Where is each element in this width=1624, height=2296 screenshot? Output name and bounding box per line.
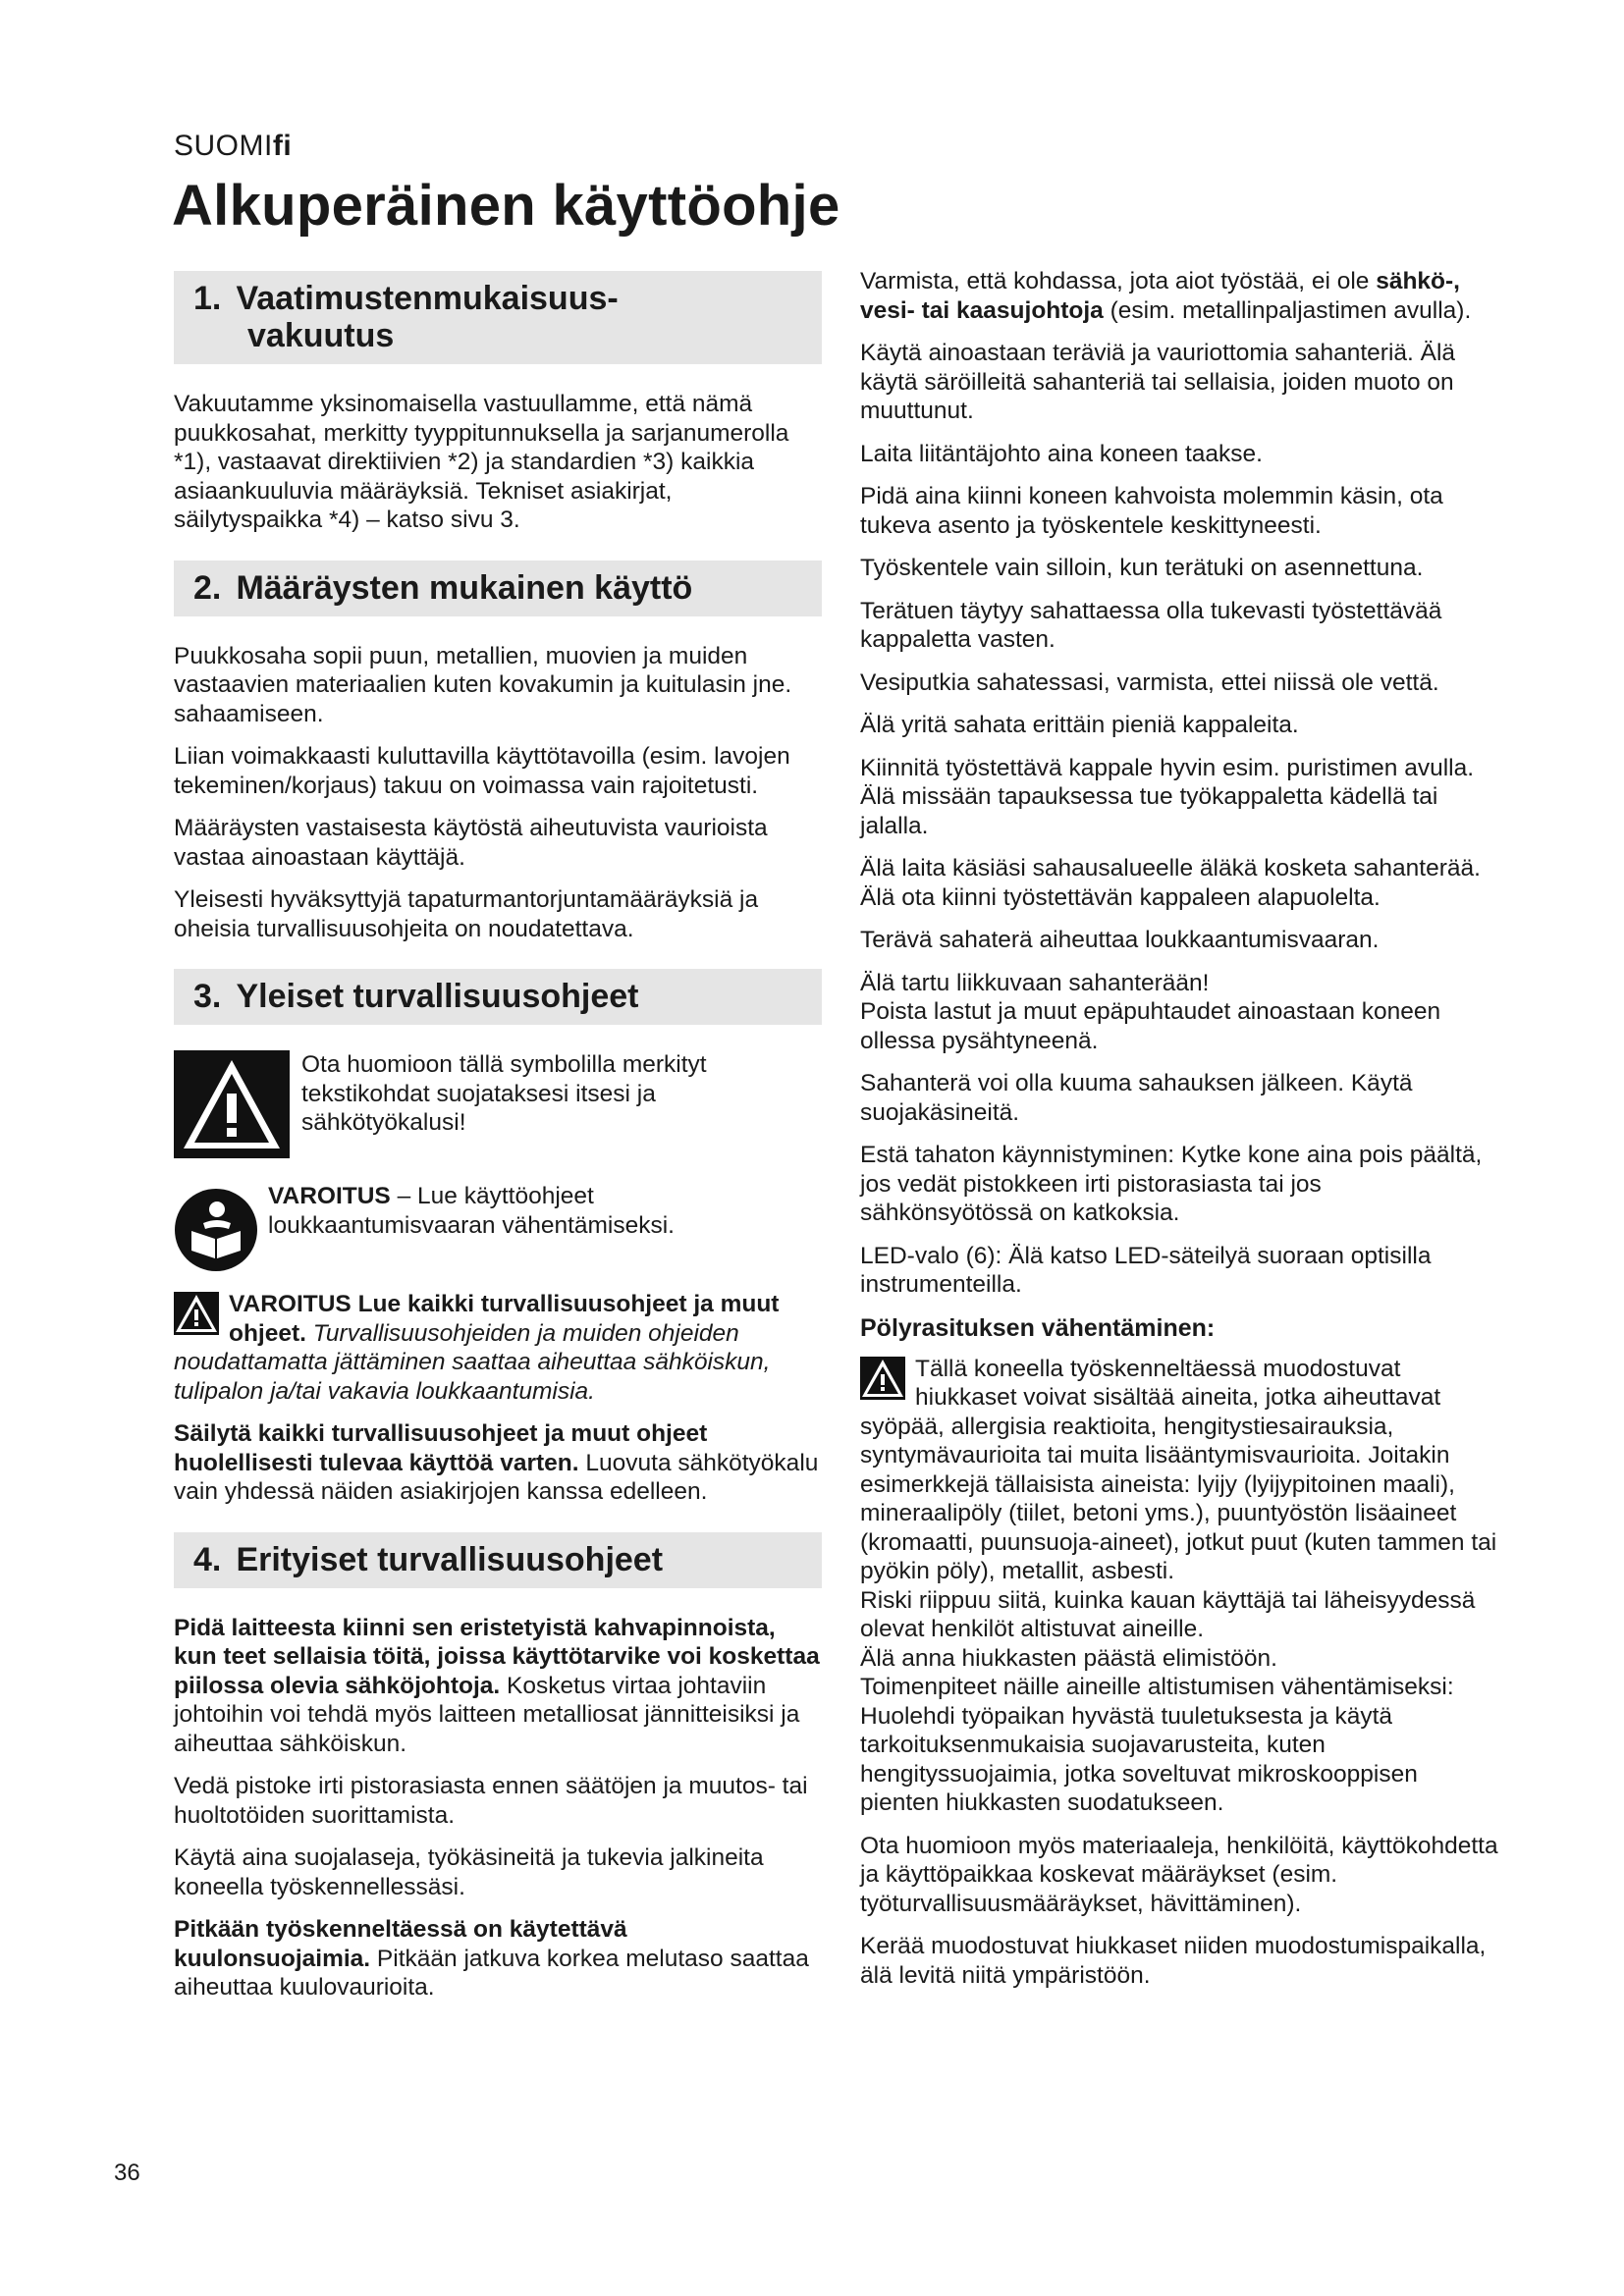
dust-paragraph-5: Ota huomioon myös materiaaleja, henkilöitä, käyttökohdetta ja käyttöpaikkaa koskevat määräykset (esim. työturvallisuusmääräykset, hävittäminen). [860,1832,1498,1917]
dust-paragraph-3: Älä anna hiukkasten päästä elimistöön. [860,1644,1277,1672]
section-3-title: Yleiset turvallisuusohjeet [236,978,639,1015]
section-1-heading [174,271,822,364]
section-4-number: 4. [193,1540,222,1578]
section-2-paragraph-2: Liian voimakkaasti kuluttavilla käyttötavoilla (esim. lavojen tekeminen/korjaus) takuu on voimassa vain rajoitetusti. [174,743,790,799]
dust-paragraph-4: Toimenpiteet näille aineille altistumisen vähentämiseksi: Huolehdi työpaikan hyvästä tuuletuksesta ja käytä tarkoituksenmukaisia suojavarusteita, kuten hengityssuojaimia, jotka soveltuvat mikroskooppisen pienten hiukkasten suodatukseen. [860,1674,1454,1816]
section-2-number: 2. [193,568,222,607]
right-p12-line2: Poista lastut ja muut epäpuhtaudet ainoastaan koneen ollessa pysähtyneenä. [860,998,1441,1054]
right-p1-bold: sähkö-, vesi- tai kaasujohtoja [860,268,1460,324]
section-4-heading [174,1532,822,1588]
dust-warning-triangle-icon [860,1357,905,1400]
section-2-heading [174,561,822,616]
warning-2-bold: VAROITUS Lue kaikki turvallisuusohjeet ja muut ohjeet. [229,1291,780,1347]
right-column [860,267,1498,2003]
section-4-title: Erityiset turvallisuusohjeet [236,1540,664,1578]
left-column [174,271,822,2016]
section-1-paragraph: Vakuutamme yksinomaisella vastuullamme, että nämä puukkosahat, merkitty tyyppitunnuksella ja sarjanumerolla *1), vastaavat direktiivien *2) ja standardien *3) kaikkia asiaankuuluvia määräyksiä. Tekniset asiakirjat, säilytyspaikka *4) – katso sivu 3. [174,391,789,533]
right-paragraph-8: Älä yritä sahata erittäin pieniä kappaleita. [860,712,1299,738]
language-code: fi [272,130,293,162]
symbol-note-block [174,1050,822,1160]
section-1-title-line1: Vaatimustenmukaisuus- [236,280,619,317]
right-paragraph-15: LED-valo (6): Älä katso LED-säteilyä suoraan optisilla instrumenteilla. [860,1242,1432,1298]
right-paragraph-10: Älä laita käsiäsi sahausalueelle äläkä kosketa sahanterää. Älä ota kiinni työstettävän kappaleen alapuolelta. [860,855,1481,911]
section-3-heading [174,969,822,1025]
keep-instructions-paragraph [174,1419,822,1507]
symbol-note-text: Ota huomioon tällä symbolilla merkityt tekstikohdat suojataksesi itsesi ja sähkötyökalusi! [301,1051,707,1136]
right-paragraph-13: Sahanterä voi olla kuuma sahauksen jälkeen. Käytä suojakäsineitä. [860,1070,1413,1126]
right-paragraph-5: Työskentele vain silloin, kun terätuki on asennettuna. [860,555,1424,581]
section-2-paragraph-1: Puukkosaha sopii puun, metallien, muovien ja muiden vastaavien materiaalien kuten kovakumin ja kuitulasin jne. sahaamiseen. [174,642,792,727]
dust-paragraph-6: Kerää muodostuvat hiukkaset niiden muodostumispaikalla, älä levitä niitä ympäristöön. [860,1933,1487,1989]
section-4-paragraph-3: Käytä aina suojalaseja, työkäsineitä ja tukevia jalkineita koneella työskennellessäsi. [174,1844,764,1900]
section-4-paragraph-1 [174,1614,822,1759]
right-paragraph-1 [860,267,1498,325]
right-paragraph-11: Terävä sahaterä aiheuttaa loukkaantumisvaaran. [860,927,1380,953]
section-2-paragraph-4: Yleisesti hyväksyttyjä tapaturmantorjuntamääräyksiä ja oheisia turvallisuusohjeita on noudatettava. [174,886,759,942]
keep-instructions-bold: Säilytä kaikki turvallisuusohjeet ja muut ohjeet huolellisesti tulevaa käyttöä varten. [174,1420,708,1476]
right-p1-a: Varmista, että kohdassa, jota aiot työstää, ei ole [860,268,1377,294]
section-3-number: 3. [193,978,222,1015]
right-paragraph-3: Laita liitäntäjohto aina koneen taakse. [860,440,1263,467]
right-paragraph-4: Pidä aina kiinni koneen kahvoista molemmin käsin, ota tukeva asento ja työskentele keskittyneesti. [860,483,1443,539]
page-title: Alkuperäinen käyttöohje [172,174,840,238]
warning-1-label: VAROITUS [268,1183,391,1209]
section-2-paragraph-3: Määräysten vastaisesta käytöstä aiheutuvista vaurioista vastaa ainoastaan käyttäjä. [174,815,768,871]
dust-heading: Pölyrasituksen vähentäminen: [860,1313,1216,1342]
right-p1-b: (esim. metallinpaljastimen avulla). [1103,296,1472,324]
section-4-paragraph-2: Vedä pistoke irti pistorasiasta ennen säätöjen ja muutos- tai huoltotöiden suorittamista. [174,1773,808,1829]
section-4-p4-text: Pitkään jatkuva korkea melutaso saattaa aiheuttaa kuulovaurioita. [174,1945,809,2001]
right-paragraph-2: Käytä ainoastaan teräviä ja vauriottomia sahanteriä. Älä käytä säröilleitä sahanteriä tai sellaisia, joiden muoto on muuttunut. [860,340,1456,424]
warning-triangle-icon [174,1050,290,1158]
right-paragraph-7: Vesiputkia sahatessasi, varmista, ettei niissä ole vettä. [860,668,1439,696]
right-paragraph-9: Kiinnitä työstettävä kappale hyvin esim. puristimen avulla. Älä missään tapauksessa tue työkappaletta kädellä tai jalalla. [860,754,1475,839]
section-4-p1-bold: Pidä laitteesta kiinni sen eristetyistä kahvapinnoista, kun teet sellaisia töitä, joissa käyttötarvike voi koskettaa piilossa olevia sähköjohtoja. [174,1614,820,1699]
language-name: SUOMI [174,130,273,162]
language-label [174,130,292,163]
warning-1-text: – Lue käyttöohjeet loukkaantumisvaaran vähentämiseksi. [268,1183,675,1239]
dust-paragraph-1 [860,1355,1498,1586]
section-4-p4-bold: Pitkään työskenneltäessä on käytettävä kuulonsuojaimia. [174,1916,627,1972]
section-1-number: 1. [193,280,222,317]
right-paragraph-14: Estä tahaton käynnistyminen: Kytke kone aina pois päältä, jos vedät pistokkeen irti pistorasiasta tai jos sähkönsyötössä on katkoksia. [860,1142,1483,1226]
right-paragraph-12 [860,969,1498,1056]
right-p12-line1: Älä tartu liikkuvaan sahanterään! [860,969,1210,996]
dust-paragraph-2: Riski riippuu siitä, kuinka kauan käyttäjä tai läheisyydessä olevat henkilöt altistuvat aineille. [860,1586,1476,1642]
right-paragraph-6: Terätuen täytyy sahattaessa olla tukevasti työstettävää kappaletta vasten. [860,597,1442,653]
section-4-paragraph-4 [174,1915,822,2002]
warning-2-paragraph [174,1290,822,1406]
dust-p1-text: Tällä koneella työskenneltäessä muodostuvat hiukkaset voivat sisältää aineita, jotka aiheuttavat syöpää, allergisia reaktioita, hengitystiesairauksia, syntymävaurioita tai muita lisääntymisvaurioita. Joitakin esimerkkejä tällaisista aineista: lyijy (lyijypitoinen maali), mineraalipöly (tiilet, betoni yms.), puuntyöstön lisäaineet (kromaatti, puunsuoja-aineet), jotkut puut (kuten tammen tai pyökin pöly), metallit, asbesti. [860,1355,1497,1584]
section-4-p1-text: Kosketus virtaa johtaviin johtoihin voi tehdä myös laitteen metalliosat jännitteisiksi ja aiheuttaa sähköiskun. [174,1672,800,1757]
section-1-title-line2: vakuutus [247,317,395,354]
read-manual-icon [174,1188,258,1272]
section-2-title: Määräysten mukainen käyttö [236,568,693,607]
warning-2-italic: Turvallisuusohjeiden ja muiden ohjeiden noudattamatta jättäminen saattaa aiheuttaa sähköiskun, tulipalon ja/tai vakavia loukkaantumisia. [174,1319,771,1405]
read-manual-block [174,1182,822,1272]
keep-instructions-text: Luovuta sähkötyökalu vain yhdessä näiden asiakirjojen kanssa edelleen. [174,1449,819,1505]
page-number: 36 [114,2160,140,2186]
small-warning-triangle-icon [174,1292,219,1335]
